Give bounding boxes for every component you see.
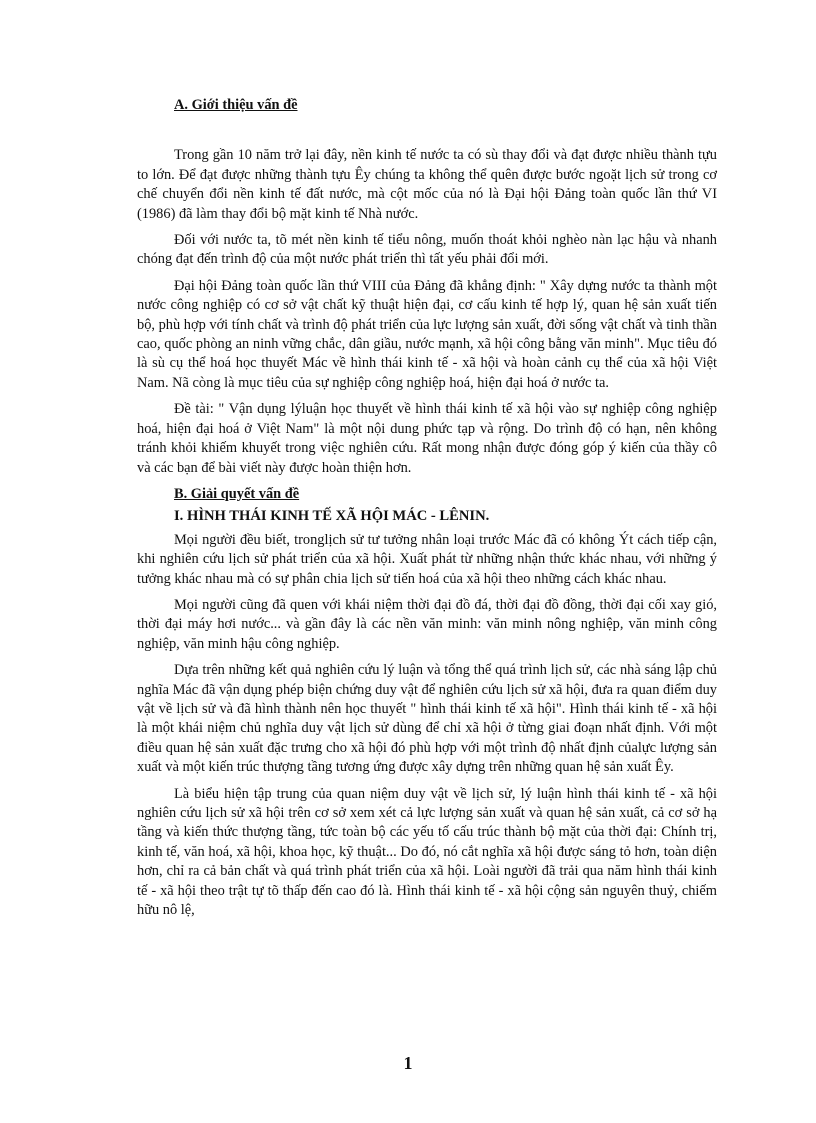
page-number: 1 xyxy=(403,1053,413,1073)
section-a-paragraph-2: Đối với nước ta, tõ mét nền kinh tế tiểu nông, muốn thoát khỏi nghèo nàn lạc hậu và nhanh chóng đạt đến trình độ của một nước phát triển thì tất yếu phải đổi mới. xyxy=(137,232,717,268)
section-b-paragraph-2: Mọi người cũng đã quen với khái niệm thời đại đồ đá, thời đại đồ đồng, thời đại cối xay gió, thời đại máy hơi nước... và gần đây là các nền văn minh: văn minh nông nghiệp, văn minh công nghiệp, văn minh hậu công nghiệp. xyxy=(137,596,717,652)
section-a-paragraph-1: Trong gần 10 năm trở lại đây, nền kinh tế nước ta có sù thay đổi và đạt được nhiều thành tựu to lớn. Để đạt được những thành tựu Êy chúng ta không thể quên được bước ngoặt lịch sử trong cơ chế chuyển đổi nền kinh tế đất nước, mà cột mốc của nó là Đại hội Đảng toàn quốc lần thứ VI (1986) đã làm thay đổi bộ mặt kinh tế Nhà nước. xyxy=(137,147,717,222)
section-b-heading: B. Giải quyết vấn đề xyxy=(174,485,300,502)
section-a-paragraph-4: Đề tài: " Vận dụng lýluận học thuyết về hình thái kinh tế xã hội vào sự nghiệp công nghiệp hoá, hiện đại hoá ở Việt Nam" là một nội dung phức tạp và rộng. Do trình độ có hạn, nên không tránh khỏi khiếm khuyết trong việc nghiên cứu. Rất mong nhận được đóng góp ý kiến của thầy cô và các bạn để bài viết này được hoàn thiện hơn. xyxy=(137,401,717,476)
section-b-paragraph-1: Mọi người đều biết, tronglịch sử tư tưởng nhân loại trước Mác đã có không Ýt cách tiếp cận, khi nghiên cứu lịch sử phát triển của xã hội. Xuất phát từ những nhận thức khác nhau, với những ý tưởng khác nhau mà có sự phân chia lịch sử tiến hoá của xã hội theo những cách khác nhau. xyxy=(137,531,717,587)
section-b-paragraph-4: Là biểu hiện tập trung của quan niệm duy vật về lịch sử, lý luận hình thái kinh tế - xã hội nghiên cứu lịch sử xã hội trên cơ sở xem xét cả lực lượng sản xuất và quan hệ sản xuất, cả cơ sở hạ tầng và kiến thức thượng tầng, tức toàn bộ các yếu tố cấu trúc thành bộ mặt của thời đại: Chính trị, kinh tế, văn hoá, xã hội, khoa học, kỹ thuật... Do đó, nó cắt nghĩa xã hội được sáng tỏ hơn, toàn diện hơn, chỉ ra cả bản chất và quá trình phát triển của xã hội. Loài người đã trải qua năm hình thái kinh tế - xã hội theo trật tự tõ thấp đến cao đó là. Hình thái kinh tế - xã hội cộng sản nguyên thuỷ, chiếm hữu nô lệ, xyxy=(137,785,717,919)
document-body xyxy=(137,96,717,927)
section-b-paragraph-3: Dựa trên những kết quả nghiên cứu lý luận và tổng thể quá trình lịch sử, các nhà sáng lập chủ nghĩa Mác đã vận dụng phép biện chứng duy vật để nghiên cứu lịch sử xã hội, đưa ra quan điểm duy vật về lịch sử và đã hình thành nên học thuyết " hình thái kinh tế xã hội". Hình thái kinh tế - xã hội là một khái niệm chủ nghĩa duy vật lịch sử dùng để chỉ xã hội ở từng giai đoạn nhất định. Với một điều quan hệ sản xuất đặc trưng cho xã hội đó phù hợp với một trình độ nhất định củalực lượng sản xuất và một kiến trúc thượng tầng tương ứng được xây dựng trên những quan hệ sản xuất Êy. xyxy=(137,662,717,776)
section-a-paragraph-3: Đại hội Đảng toàn quốc lần thứ VIII của Đảng đã khẳng định: " Xây dựng nước ta thành một nước công nghiệp có cơ sở vật chất kỹ thuật hiện đại, cơ cấu kinh tế hợp lý, quan hệ sản xuất tiến bộ, phù hợp với tính chất và trình độ phát triển của lực lượng sản xuất, đời sống vật chất và tinh thần cao, quốc phòng an ninh vững chắc, dân giầu, nước mạnh, xã hội công bằng văn minh". Mục tiêu đó là sù cụ thể hoá học thuyết Mác về hình thái kinh tế - xã hội và hoàn cảnh cụ thể của xã hội Việt Nam. Nã còng là mục tiêu của sự nghiệp công nghiệp hoá, hiện đại hoá ở nước ta. xyxy=(137,277,717,391)
section-a-heading: A. Giới thiệu vấn đề xyxy=(174,97,298,113)
section-b-subheading: I. HÌNH THÁI KINH TẾ XÃ HỘI MÁC - LÊNIN. xyxy=(174,508,490,525)
